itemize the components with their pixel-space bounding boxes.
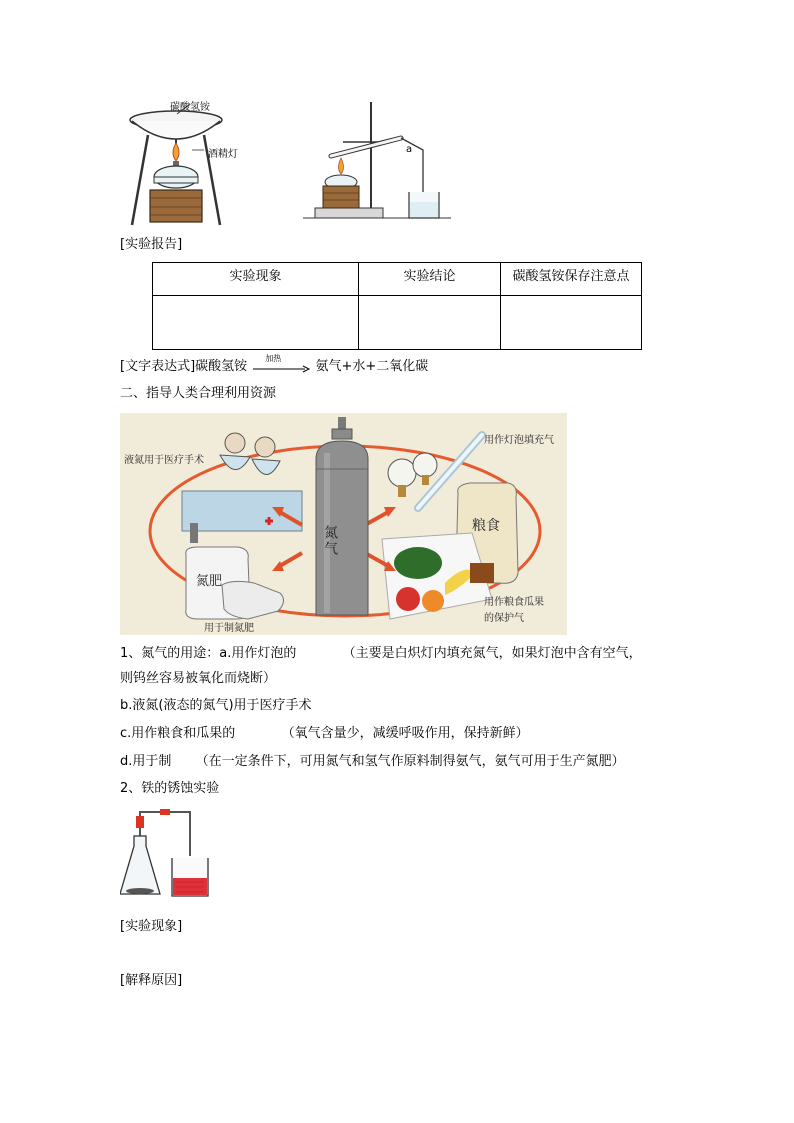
section-iron-rusting: 2、铁的锈蚀实验: [120, 781, 220, 796]
flask-beaker-illustration: [120, 806, 212, 904]
equation-arrow: [251, 353, 311, 374]
label-protective-gas-1: 用作粮食瓜果: [484, 597, 544, 608]
iron-rusting-figure: [120, 806, 212, 904]
uses-line-c-note: （氧气含量少，减缓呼吸作用，保持新鲜）: [281, 726, 529, 741]
label-bulb-fill: 用作灯泡填充气: [484, 435, 554, 446]
table-row: [153, 296, 642, 350]
label-grain-sack: 粮食: [472, 518, 500, 534]
uses-line-d-note: （在一定条件下，可用氮气和氢气作原料制得氨气，氨气可用于生产氮肥）: [195, 754, 625, 769]
tripod-heating-illustration: [120, 95, 250, 230]
apparatus-figure-1: [120, 95, 250, 230]
uses-line-a-note: （主要是白炽灯内填充氮气，如果灯泡中含有空气，: [342, 646, 642, 661]
report-heading: [实验报告]: [120, 237, 183, 252]
uses-line-c-text: c.用作粮食和瓜果的: [120, 726, 236, 741]
equation-prefix: [文字表达式]碳酸氢铵: [120, 359, 248, 374]
uses-line-c: [120, 725, 529, 743]
iron-phenomenon-heading: [实验现象]: [120, 919, 183, 934]
column-storage: 碳酸氢铵保存注意点: [501, 263, 642, 296]
section-title-resources: 二、指导人类合理利用资源: [120, 386, 277, 401]
equation-condition: 加热: [265, 353, 282, 363]
uses-line-b: b.液氮(液态的氮气)用于医疗手术: [120, 698, 312, 713]
table-row: [153, 263, 642, 296]
label-protective-gas-2: 的保护气: [484, 613, 524, 624]
label-tube-a: a: [406, 144, 413, 155]
report-table: [152, 262, 642, 350]
iron-explain-heading: [解释原因]: [120, 973, 183, 988]
equation-products: 氨气+水+二氧化碳: [315, 359, 429, 374]
word-equation: [120, 353, 429, 376]
cell-conclusion[interactable]: [359, 296, 501, 350]
uses-line-a-cont: 则钨丝容易被氧化而烧断）: [120, 671, 277, 686]
uses-line-d-text: d.用于制: [120, 754, 172, 769]
label-ammonium-bicarbonate: 碳酸氢铵: [170, 102, 210, 113]
label-cylinder: 氮气: [322, 525, 338, 557]
label-alcohol-lamp: 酒精灯: [208, 149, 238, 160]
cell-phenomenon[interactable]: [153, 296, 359, 350]
arrow-right-icon: [251, 360, 311, 374]
column-phenomenon: 实验现象: [153, 263, 359, 296]
column-conclusion: 实验结论: [359, 263, 501, 296]
uses-line-d: [120, 753, 625, 771]
uses-line-a: [120, 645, 642, 663]
cell-storage[interactable]: [501, 296, 642, 350]
nitrogen-uses-illustration: [120, 413, 567, 635]
apparatus-figure-2: [303, 98, 453, 223]
label-fertilizer-use: 用于制氮肥: [204, 623, 254, 634]
label-medical-use: 液氮用于医疗手术: [124, 455, 204, 466]
label-fertilizer-sack: 氮肥: [196, 574, 223, 589]
test-tube-heating-illustration: [303, 98, 453, 223]
uses-line-a-text: 1、氮气的用途：a.用作灯泡的: [120, 646, 297, 661]
